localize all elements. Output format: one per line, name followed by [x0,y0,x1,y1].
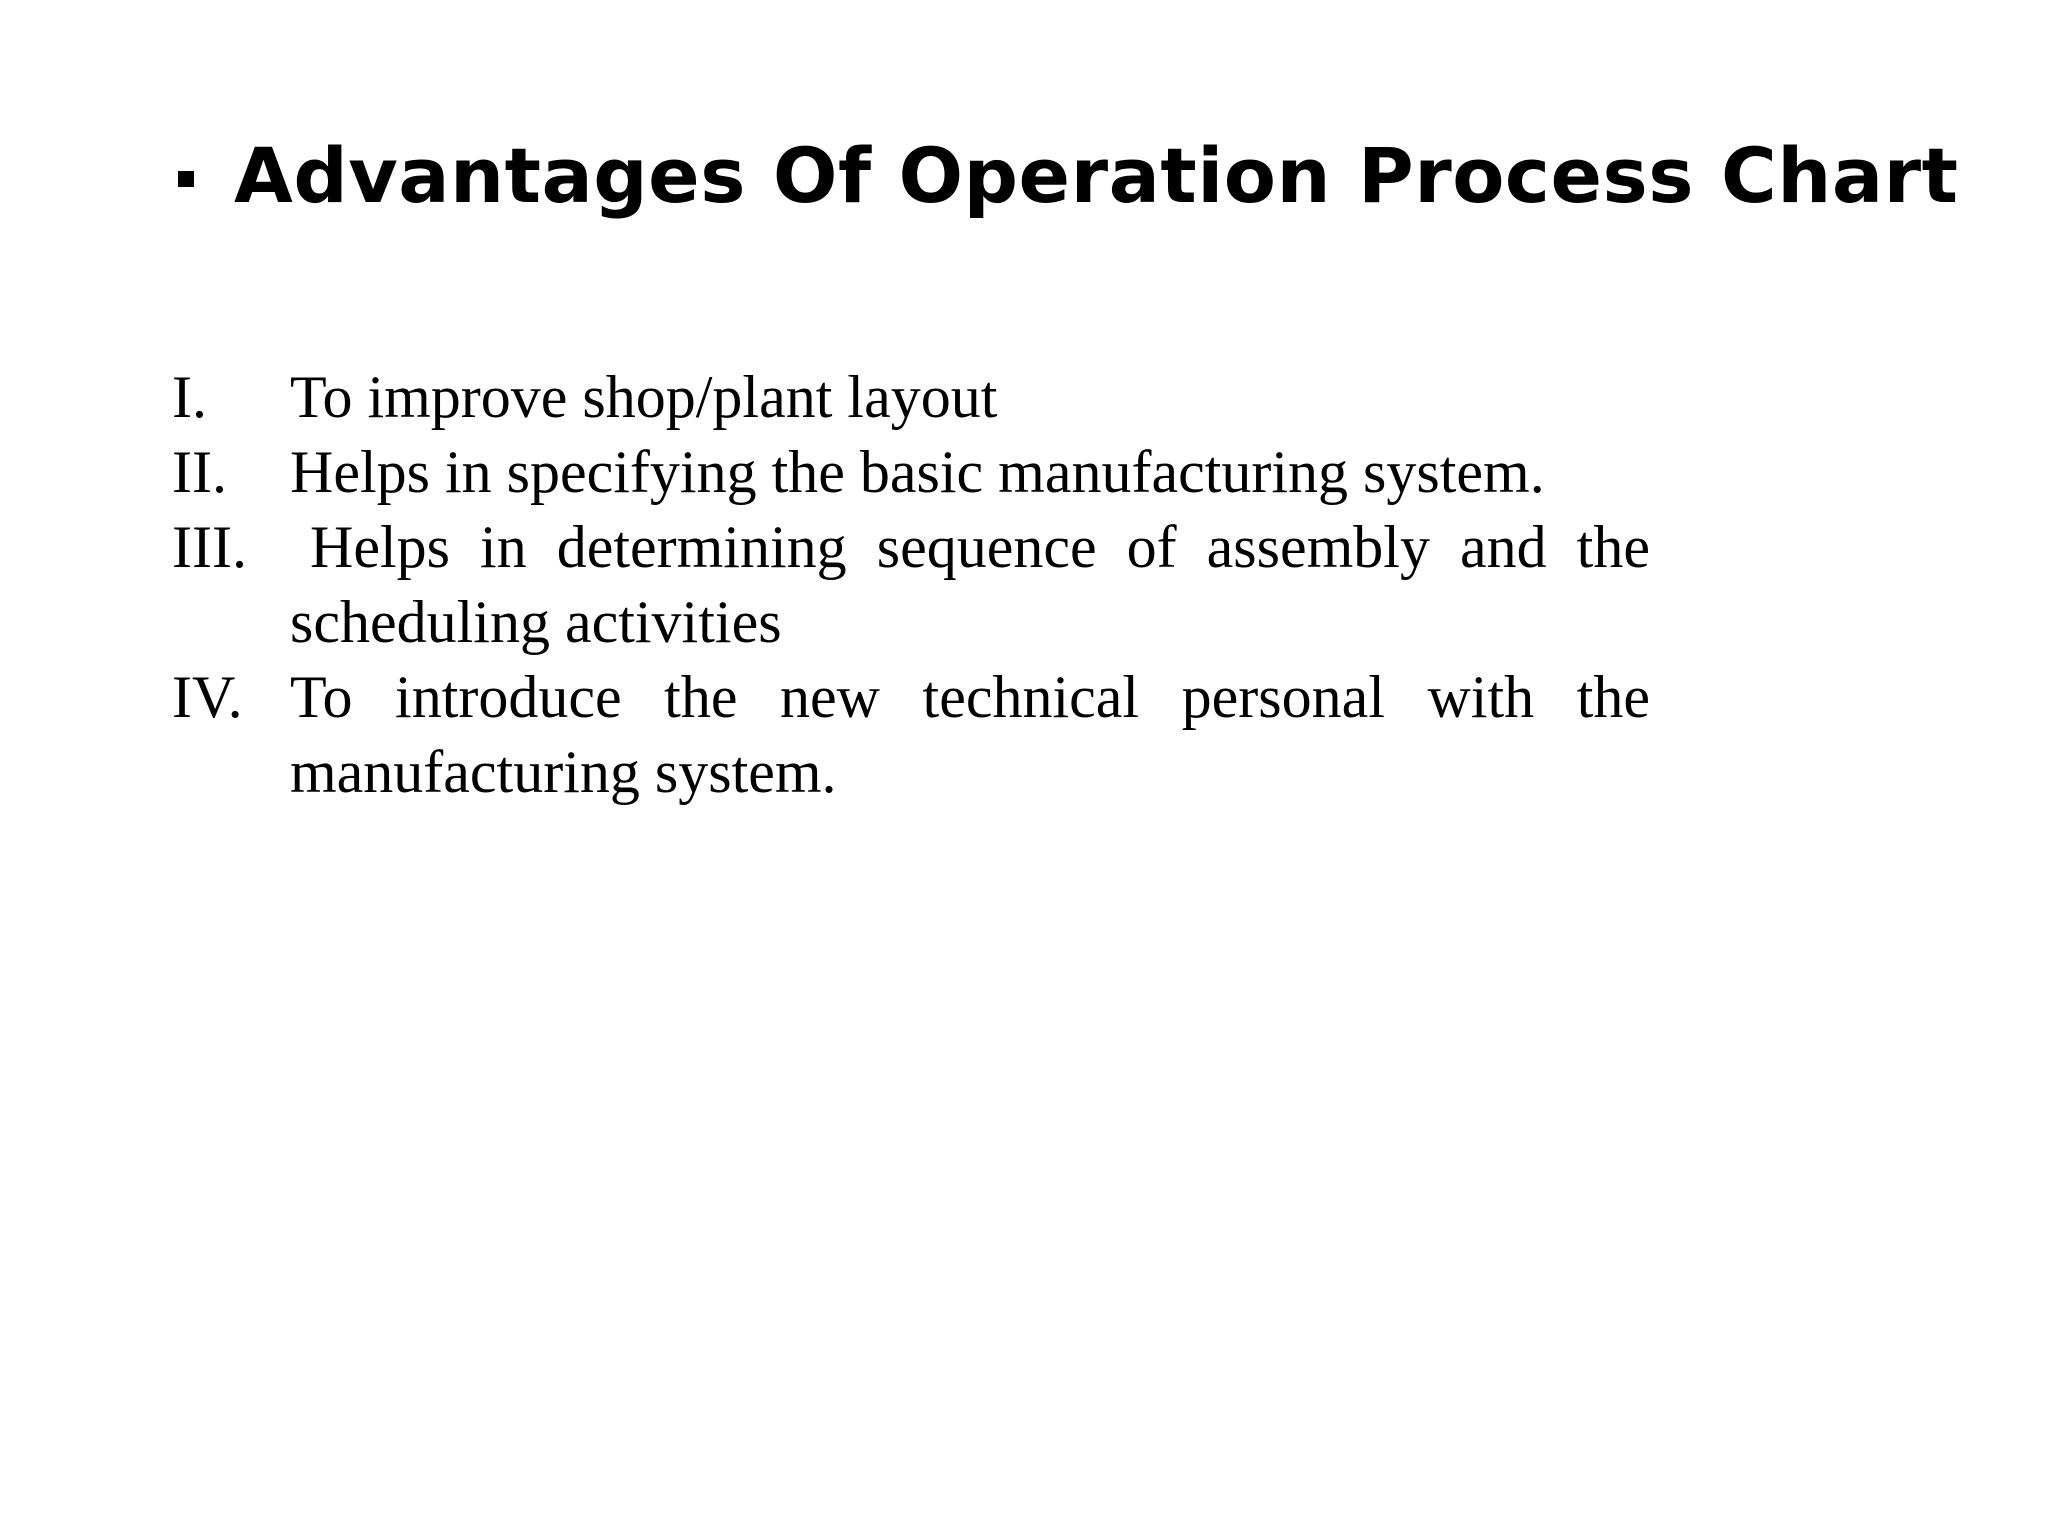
list-item-numeral: II. [172,439,227,505]
list-item [172,435,1650,510]
list-item-text: Helps in determining sequence of assembly and the scheduling activities [290,514,1650,655]
list-item-text: To introduce the new technical personal with the manufacturing system. [290,664,1650,805]
title-row [178,128,1958,224]
list-item-numeral: IV. [172,664,243,730]
list-item-numeral: I. [172,364,207,430]
list-item [172,510,1650,660]
square-bullet-icon [178,171,194,187]
list-item-text: Helps in specifying the basic manufacturing system. [290,439,1545,505]
advantages-list [172,360,1650,810]
list-item [172,360,1650,435]
list-item-numeral: III. [172,514,247,580]
list-item-text: To improve shop/plant layout [290,364,998,430]
list-item [172,660,1650,810]
slide-title: Advantages Of Operation Process Chart [234,131,1959,220]
